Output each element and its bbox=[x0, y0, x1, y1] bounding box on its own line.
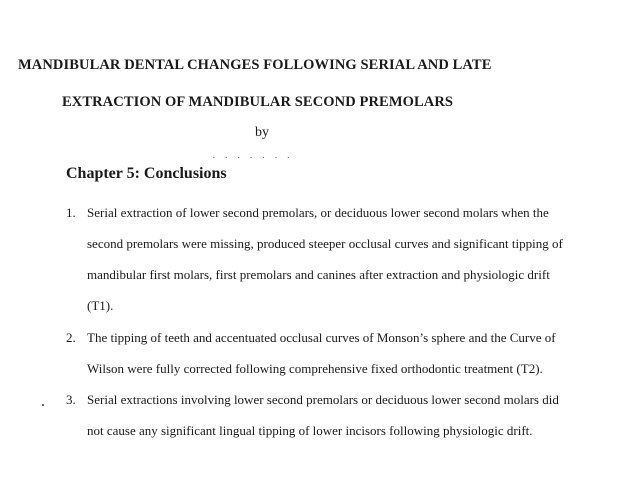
conclusion-number: 2. bbox=[66, 330, 76, 345]
chapter-heading: Chapter 5: Conclusions bbox=[66, 165, 227, 182]
conclusion-text-line: (T1). bbox=[87, 298, 114, 313]
conclusion-text-line: not cause any significant lingual tipping of lower incisors following physiologic drift. bbox=[87, 423, 533, 438]
scan-speck bbox=[42, 404, 44, 406]
conclusion-text-line: Wilson were fully corrected following comprehensive fixed orthodontic treatment (T2). bbox=[87, 361, 543, 376]
conclusion-text-line: Serial extractions involving lower second premolars or deciduous lower second molars did bbox=[87, 392, 559, 407]
conclusion-text-line: The tipping of teeth and accentuated occlusal curves of Monson’s sphere and the Curve of bbox=[87, 330, 556, 345]
conclusion-text-line: second premolars were missing, produced steeper occlusal curves and significant tipping of bbox=[87, 236, 563, 251]
conclusion-number: 1. bbox=[66, 205, 76, 220]
conclusion-number: 3. bbox=[66, 392, 76, 407]
document-title-line-2: EXTRACTION OF MANDIBULAR SECOND PREMOLARS bbox=[62, 94, 454, 110]
byline: by bbox=[255, 125, 269, 140]
conclusion-text-line: Serial extraction of lower second premolars, or deciduous lower second molars when the bbox=[87, 205, 549, 220]
cropped-author-name: · · · · · · · bbox=[212, 152, 294, 160]
document-title-line-1: MANDIBULAR DENTAL CHANGES FOLLOWING SERIAL AND LATE bbox=[18, 57, 492, 73]
conclusion-text-line: mandibular first molars, first premolars and canines after extraction and physiologic drift bbox=[87, 267, 550, 282]
